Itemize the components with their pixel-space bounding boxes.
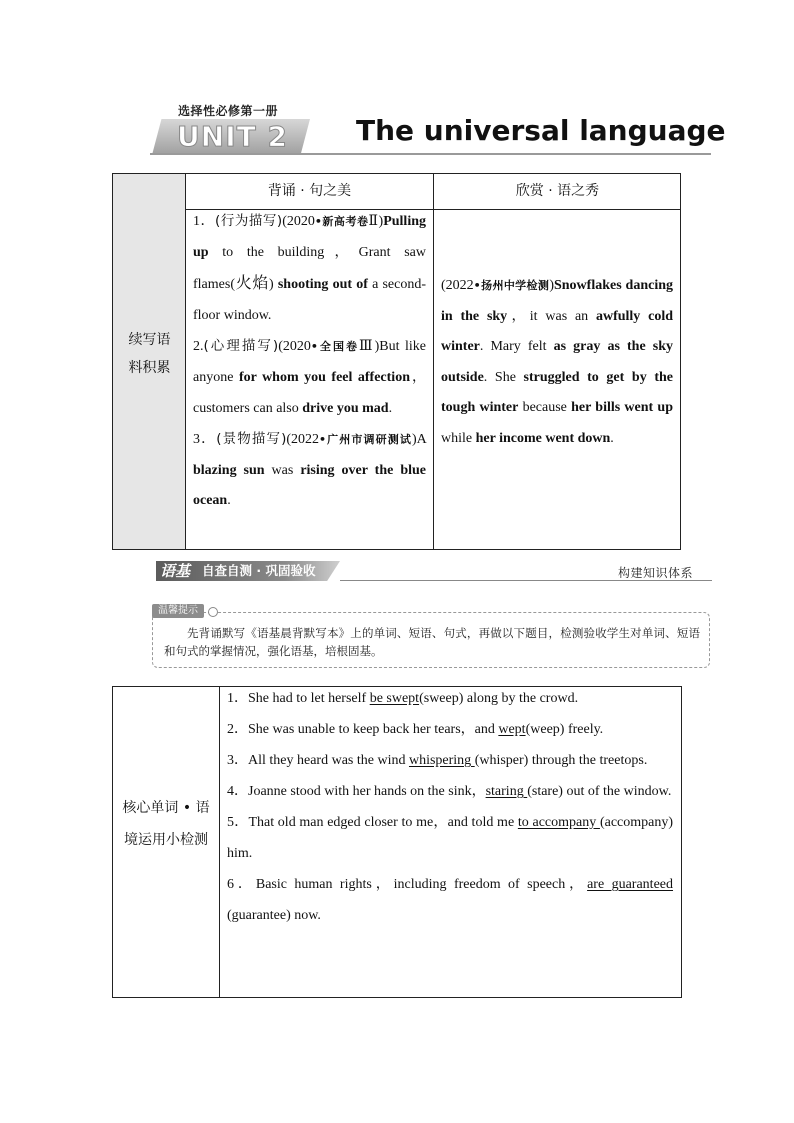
exercise-item bbox=[227, 714, 673, 745]
col-header-recite: 背诵 · 句之美 bbox=[267, 183, 352, 199]
exercise-row-label bbox=[113, 792, 219, 856]
section-subtitle: 自查自测 · 巩固验收 bbox=[202, 563, 316, 578]
series-label: 选择性必修第一册 bbox=[178, 104, 279, 118]
passage-year: (2022 bbox=[441, 278, 474, 293]
passage-text-h: because bbox=[518, 400, 572, 416]
item-text: That old man edged closer to me，and told me bbox=[248, 815, 518, 830]
sentence-3-text-e: . bbox=[227, 493, 231, 509]
item-hint: (accompany) bbox=[599, 815, 674, 830]
passage-text-l: . bbox=[610, 430, 614, 446]
unit-label: UNIT 2 bbox=[177, 120, 288, 153]
row-label-corpus bbox=[113, 326, 186, 382]
item-text-end: now. bbox=[290, 908, 321, 923]
sentence-2-type: (心理描写) bbox=[203, 338, 279, 355]
item-number: 4． bbox=[227, 784, 248, 799]
sentence-3-phrase-d: rising over the blue ocean bbox=[193, 462, 426, 509]
section-right-label: 构建知识体系 bbox=[618, 566, 694, 580]
passage-text-j: while bbox=[441, 430, 476, 446]
passage-close: ) bbox=[549, 278, 554, 293]
passage-text-f: . She bbox=[483, 369, 524, 385]
sentence-2-number: 2. bbox=[193, 339, 204, 355]
sentence-2-roman: Ⅲ) bbox=[359, 339, 380, 355]
sentence-3-year: (2022 bbox=[286, 432, 320, 448]
exercise-item bbox=[227, 776, 673, 807]
exercise-item bbox=[227, 745, 673, 776]
sentence-3-phrase-b: blazing sun bbox=[193, 462, 265, 478]
passage-phrase-i: her bills went up bbox=[571, 400, 673, 416]
sentence-1-number: 1． bbox=[193, 214, 216, 229]
sentence-2-phrase-d: drive you mad bbox=[302, 400, 389, 416]
tip-text: 先背诵默写《语基晨背默写本》上的单词、短语、句式，再做以下题目，检测验收学生对单词、短语和句式的掌握情况，强化语基，培根固基。 bbox=[164, 626, 700, 658]
sentence-3-type: (景物描写) bbox=[216, 431, 287, 448]
passage-phrase-e: as gray as the sky outside bbox=[441, 339, 673, 385]
sentence-1-phrase-a: Pulling up bbox=[193, 214, 426, 260]
item-hint: (stare) bbox=[527, 784, 563, 799]
corpus-table-column-divider bbox=[433, 174, 434, 549]
sentence-1-text-e: a second-floor window. bbox=[193, 277, 426, 323]
page-title: The universal language bbox=[356, 114, 726, 147]
item-number: 1． bbox=[227, 691, 248, 706]
item-text: All they heard was the wind bbox=[248, 753, 409, 768]
sentence-2-source: •全国卷 bbox=[310, 340, 360, 354]
sentence-1-text-c: ) bbox=[269, 277, 278, 293]
passage-phrase-k: her income went down bbox=[475, 430, 611, 446]
item-text-end: him. bbox=[227, 846, 253, 861]
item-answer: whispering bbox=[408, 753, 475, 768]
item-text: She was unable to keep back her tears，and bbox=[248, 722, 499, 737]
sentence-2-phrase-b: for whom you feel affection bbox=[238, 369, 410, 385]
item-number: 2． bbox=[227, 722, 248, 737]
sentence-2-year: (2020 bbox=[278, 339, 311, 355]
item-text-end: through the treetops. bbox=[528, 753, 648, 768]
exercise-table-divider bbox=[219, 687, 220, 997]
item-answer: wept bbox=[498, 722, 526, 737]
item-hint: (guarantee) bbox=[227, 908, 291, 923]
passage-phrase-c: awfully cold winter bbox=[441, 308, 673, 355]
item-number: 3． bbox=[227, 753, 248, 768]
sentence-2-text-c: ，customers can also bbox=[193, 369, 427, 416]
item-answer: be swept bbox=[369, 691, 420, 706]
exercise-item bbox=[227, 807, 673, 869]
col-header-appreciate: 欣赏 · 语之秀 bbox=[515, 183, 600, 199]
passage-source: •扬州中学检测 bbox=[473, 279, 550, 292]
item-number: 6． bbox=[227, 877, 256, 892]
sentence-1-gloss: 火焰 bbox=[234, 273, 270, 293]
item-text-end: freely. bbox=[564, 722, 604, 737]
item-hint: (weep) bbox=[525, 722, 565, 737]
passage-phrase-g: struggled to get by the tough winter bbox=[441, 369, 673, 416]
sentence-2-text-e: . bbox=[388, 400, 393, 416]
item-hint: (whisper) bbox=[474, 753, 529, 768]
sentence-3-close: ) bbox=[412, 432, 417, 448]
passage-phrase-a: Snowflakes dancing in the sky bbox=[441, 278, 673, 324]
sentence-3-source: •广州市调研测试 bbox=[319, 433, 412, 447]
exercise-row-label-text: 核心单词 • 语境运用小检测 bbox=[122, 800, 210, 848]
item-answer: to accompany bbox=[517, 815, 600, 830]
item-text: Joanne stood with her hands on the sink， bbox=[248, 784, 486, 799]
tip-label: 温馨提示 bbox=[152, 604, 204, 618]
item-text-end: along by the crowd. bbox=[463, 691, 579, 706]
exercise-list bbox=[227, 683, 673, 931]
item-answer: are guaranteed bbox=[587, 877, 674, 892]
sentence-1-roman: Ⅱ) bbox=[368, 214, 384, 229]
sentence-3-text-c: was bbox=[264, 462, 301, 478]
sentence-1-year: (2020 bbox=[282, 214, 315, 229]
item-number: 5． bbox=[227, 815, 249, 830]
exercise-item bbox=[227, 869, 673, 931]
appreciate-cell bbox=[441, 271, 673, 455]
passage-text-b: ，it was an bbox=[507, 308, 596, 324]
recite-cell bbox=[193, 206, 426, 517]
row-label-text: 续写语料积累 bbox=[128, 332, 171, 376]
item-answer: staring bbox=[485, 784, 528, 799]
sentence-1-source: •新高考卷 bbox=[314, 215, 369, 228]
sentence-1-text-b: to the building，Grant saw flames( bbox=[193, 244, 426, 293]
sentence-2-text-a: But like anyone bbox=[193, 339, 426, 385]
sentence-3-number: 3． bbox=[193, 432, 217, 448]
sentence-1-phrase-d: shooting out of bbox=[277, 277, 368, 293]
item-hint: (sweep) bbox=[419, 691, 464, 706]
passage-text-d: . Mary felt bbox=[479, 339, 554, 355]
item-text: Basic human rights，including freedom of speech， bbox=[255, 877, 588, 892]
sentence-3-text-a: A bbox=[416, 432, 427, 448]
item-text: She had to let herself bbox=[248, 691, 370, 706]
exercise-item bbox=[227, 683, 673, 714]
sentence-1-type: (行为描写) bbox=[215, 213, 283, 229]
header-divider bbox=[150, 153, 711, 155]
item-text-end: out of the window. bbox=[562, 784, 672, 799]
section-key: 语基 bbox=[160, 562, 191, 580]
tip-dot-icon bbox=[208, 607, 218, 617]
